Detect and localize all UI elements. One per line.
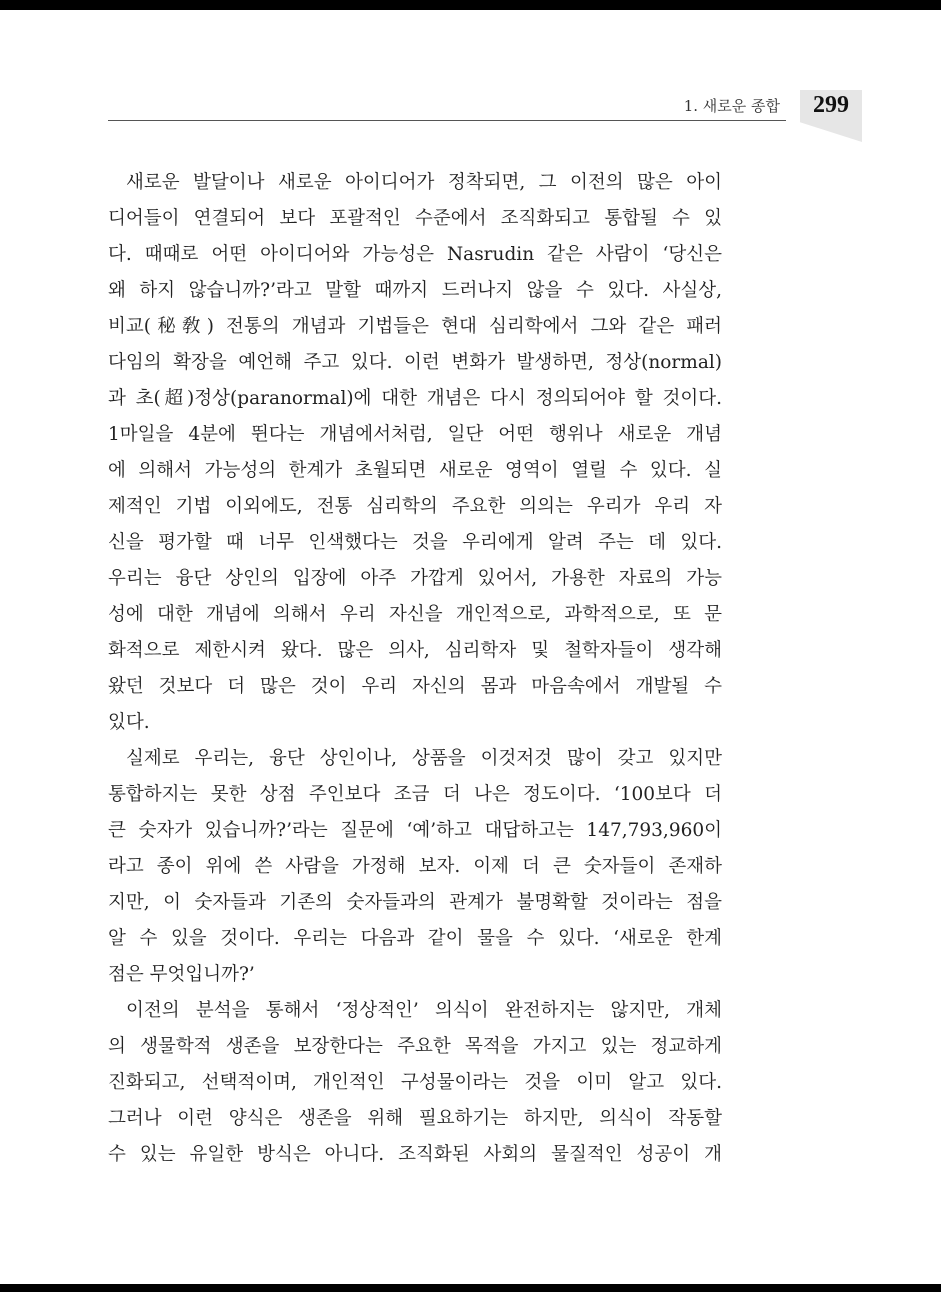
text-line: 우리는 융단 상인의 입장에 아주 가깝게 있어서, 가용한 자료의 가능 xyxy=(108,568,722,589)
text-line: 새로운 발달이나 새로운 아이디어가 정착되면, 그 이전의 많은 아이 xyxy=(126,172,722,193)
text-line: 왔던 것보다 더 많은 것이 우리 자신의 몸과 마음속에서 개발될 수 xyxy=(108,676,722,697)
text-line: 1마일을 4분에 뛴다는 개념에서처럼, 일단 어떤 행위나 새로운 개념 xyxy=(108,424,722,445)
text-line: 비교(秘敎) 전통의 개념과 기법들은 현대 심리학에서 그와 같은 패러 xyxy=(108,316,722,337)
text-line: 지만, 이 숫자들과 기존의 숫자들과의 관계가 불명확할 것이라는 점을 xyxy=(108,892,722,913)
text-line: 진화되고, 선택적이며, 개인적인 구성물이라는 것을 이미 알고 있다. xyxy=(108,1072,722,1093)
text-line: 통합하지는 못한 상점 주인보다 조금 더 나은 정도이다. ‘100보다 더 xyxy=(108,784,722,805)
text-line: 있다. xyxy=(108,712,150,733)
text-line: 신을 평가할 때 너무 인색했다는 것을 우리에게 알려 주는 데 있다. xyxy=(108,532,722,553)
text-line: 의 생물학적 생존을 보장한다는 주요한 목적을 가지고 있는 정교하게 xyxy=(108,1036,722,1057)
text-line: 과 초(超)정상(paranormal)에 대한 개념은 다시 정의되어야 할 것이다. xyxy=(108,388,722,409)
text-line: 성에 대한 개념에 의해서 우리 자신을 개인적으로, 과학적으로, 또 문 xyxy=(108,604,722,625)
text-line: 그러나 이런 양식은 생존을 위해 필요하기는 하지만, 의식이 작동할 xyxy=(108,1108,722,1129)
text-line: 실제로 우리는, 융단 상인이나, 상품을 이것저것 많이 갖고 있지만 xyxy=(126,748,722,769)
running-header xyxy=(108,90,786,121)
text-line: 라고 종이 위에 쓴 사람을 가정해 보자. 이제 더 큰 숫자들이 존재하 xyxy=(108,856,722,877)
text-line: 다임의 확장을 예언해 주고 있다. 이런 변화가 발생하면, 정상(normal) xyxy=(108,352,722,373)
text-line: 이전의 분석을 통해서 ‘정상적인’ 의식이 완전하지는 않지만, 개체 xyxy=(126,1000,722,1021)
text-line: 큰 숫자가 있습니까?’라는 질문에 ‘예’하고 대답하고는 147,793,960이 xyxy=(108,820,722,841)
text-line: 제적인 기법 이외에도, 전통 심리학의 주요한 의의는 우리가 우리 자 xyxy=(108,496,722,517)
text-line: 에 의해서 가능성의 한계가 초월되면 새로운 영역이 열릴 수 있다. 실 xyxy=(108,460,722,481)
text-line: 알 수 있을 것이다. 우리는 다음과 같이 물을 수 있다. ‘새로운 한계 xyxy=(108,928,722,949)
book-page xyxy=(0,10,941,1284)
body-text xyxy=(108,165,722,1173)
text-line: 디어들이 연결되어 보다 포괄적인 수준에서 조직화되고 통합될 수 있 xyxy=(108,208,722,229)
text-line: 화적으로 제한시켜 왔다. 많은 의사, 심리학자 및 철학자들이 생각해 xyxy=(108,640,722,661)
text-line: 다. 때때로 어떤 아이디어와 가능성은 Nasrudin 같은 사람이 ‘당신은 xyxy=(108,244,722,265)
text-line: 점은 무엇입니까?’ xyxy=(108,964,255,985)
text-line: 왜 하지 않습니까?’라고 말할 때까지 드러나지 않을 수 있다. 사실상, xyxy=(108,280,722,301)
page-number: 299 xyxy=(813,92,849,118)
text-line: 수 있는 유일한 방식은 아니다. 조직화된 사회의 물질적인 성공이 개 xyxy=(108,1144,722,1165)
section-title: 1. 새로운 종합 xyxy=(683,97,780,115)
